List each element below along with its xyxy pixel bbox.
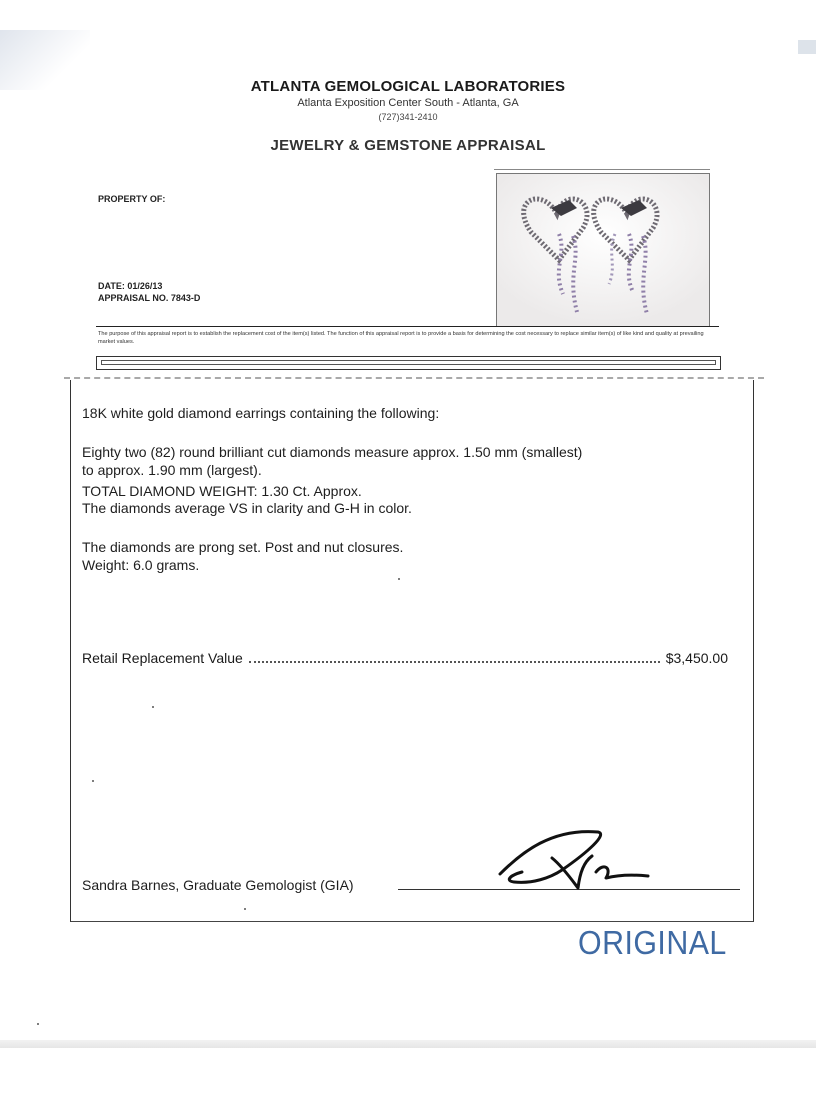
scan-speck	[152, 706, 154, 708]
scan-speck	[244, 908, 246, 910]
scan-edge	[0, 1040, 816, 1048]
dot-leader	[249, 660, 660, 663]
scan-speck	[398, 578, 400, 580]
total-weight-line: TOTAL DIAMOND WEIGHT: 1.30 Ct. Approx.	[82, 483, 362, 499]
earrings-image	[497, 174, 709, 326]
divider	[96, 326, 719, 327]
property-label: PROPERTY OF:	[98, 194, 166, 204]
description-line: to approx. 1.90 mm (largest).	[82, 462, 262, 478]
appraisal-number-label: APPRAISAL NO.	[98, 293, 169, 303]
appraisal-number-row	[98, 293, 200, 303]
description-line: The diamonds are prong set. Post and nut closures.	[82, 539, 404, 555]
retail-value-label: Retail Replacement Value	[82, 650, 243, 666]
retail-value-amount: $3,450.00	[665, 650, 728, 666]
description-line: Weight: 6.0 grams.	[82, 557, 200, 573]
original-stamp: ORIGINAL	[578, 924, 727, 961]
photo-frame-line	[494, 169, 710, 170]
signature-image	[492, 822, 662, 896]
lab-phone: (727)341-2410	[378, 112, 438, 122]
date-row	[98, 281, 162, 291]
document-title: JEWELRY & GEMSTONE APPRAISAL	[270, 137, 546, 154]
date-label: DATE:	[98, 281, 125, 291]
earrings-photo	[496, 173, 710, 327]
appraisal-number-value: 7843-D	[170, 293, 201, 303]
purpose-statement: The purpose of this appraisal report is to establish the replacement cost of the item(s) listed. The function of this appraisal report is to provide a basis for determining the cost necessary to replace similar item(s) of like kind and quality at prevailing market values.	[98, 331, 704, 345]
scan-speck	[92, 780, 94, 782]
lab-address: Atlanta Exposition Center South - Atlanta, GA	[297, 97, 519, 109]
description-line: Eighty two (82) round brilliant cut diamonds measure approx. 1.50 mm (smallest)	[82, 444, 583, 460]
scan-shadow	[798, 40, 816, 54]
description-intro: 18K white gold diamond earrings containing the following:	[82, 405, 440, 421]
lab-name: ATLANTA GEMOLOGICAL LABORATORIES	[250, 78, 566, 95]
double-rule-inner	[101, 360, 716, 365]
retail-value-row	[82, 650, 728, 666]
appraiser-name: Sandra Barnes, Graduate Gemologist (GIA)	[82, 877, 354, 893]
date-value: 01/26/13	[127, 281, 163, 291]
scan-speck	[37, 1023, 39, 1025]
description-line: The diamonds average VS in clarity and G-H in color.	[82, 500, 412, 516]
